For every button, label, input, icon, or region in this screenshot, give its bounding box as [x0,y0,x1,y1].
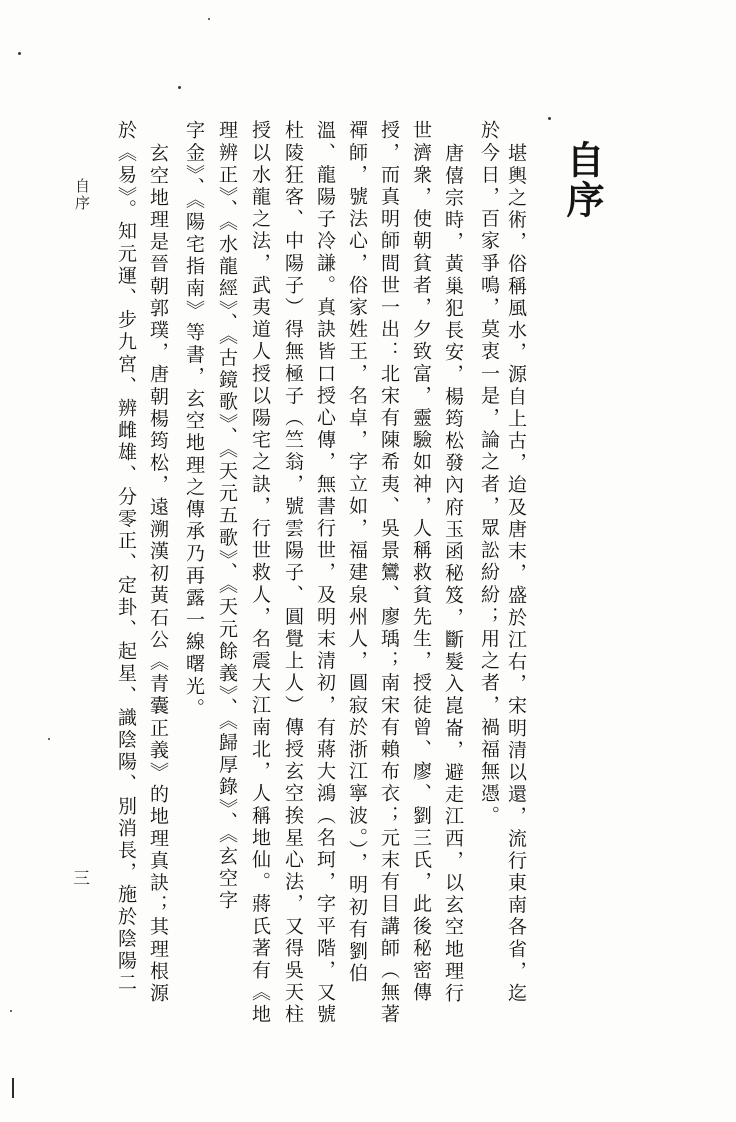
text-column: 於《易》。知元運、步九宮、辨雌雄、分零正、定卦、起星、識陰陽、別消長，施於陰陽二 [115,120,137,995]
text-column: 玄空地理是晉朝郭璞，唐朝楊筠松，遠溯漢初黃石公《青囊正義》的地理真訣；其理根源 [147,143,169,1005]
text-column: 字金》、《陽宅指南》等書，玄空地理之傳承乃再露一線曙光。 [183,120,205,720]
scan-speck [548,117,551,120]
page-number: 三 [73,869,90,889]
text-column: 世濟衆，使朝貧者，夕致富，靈驗如神，人稱救貧先生，授徒曾、廖、劉三氏，此後秘密傳 [410,120,432,1004]
page-title: 自序 [560,140,604,220]
text-column: 理辨正》、《水龍經》、《古鏡歌》、《天元五歌》、《天元餘義》、《歸厚錄》、《玄空字 [216,120,238,913]
scan-mark [12,1078,14,1098]
text-column: 授以水龍之法，武夷道人授以陽宅之訣，行世救人，名震大江南北，人稱地仙。蔣氏著有《地 [249,120,271,1027]
text-column: 禪師，號法心，俗家姓王，名卓，字立如，福建泉州人，圓寂於浙江寧波。），明初有劉伯 [346,120,368,985]
scan-speck [48,738,50,740]
scan-speck [18,52,21,55]
scan-speck [10,1010,12,1012]
text-column: 堪輿之術，俗稱風水，源自上古，迨及唐末，盛於江右，宋明清以還，流行東南各省，迄 [505,143,527,1005]
text-column: 授，而真明師間世一出：北宋有陳希夷、吳景鸞、廖瑀；南宋有賴布衣；元末有目講師（無著 [378,120,400,1027]
text-column: 於今日，百家爭鳴，莫衷一是，論之者，眾訟紛紛；用之者，禍福無憑。 [478,120,500,828]
running-head: 自序 [73,178,91,212]
scan-speck [178,86,181,89]
scan-speck [208,18,210,20]
text-column: 唐僖宗時，黃巢犯長安，楊筠松發內府玉函秘笈，斷髮入崑崙，避走江西，以玄空地理行 [442,143,464,1005]
text-column: 杜陵狂客、中陽子）得無極子（竺翁，號雲陽子、圓覺上人）傳授玄空挨星心法，又得吳天柱 [282,120,304,1027]
text-column: 溫、龍陽子冷謙。真訣皆口授心傳，無書行世，及明末清初，有蔣大鴻（名珂，字平階，又號 [314,120,336,1027]
